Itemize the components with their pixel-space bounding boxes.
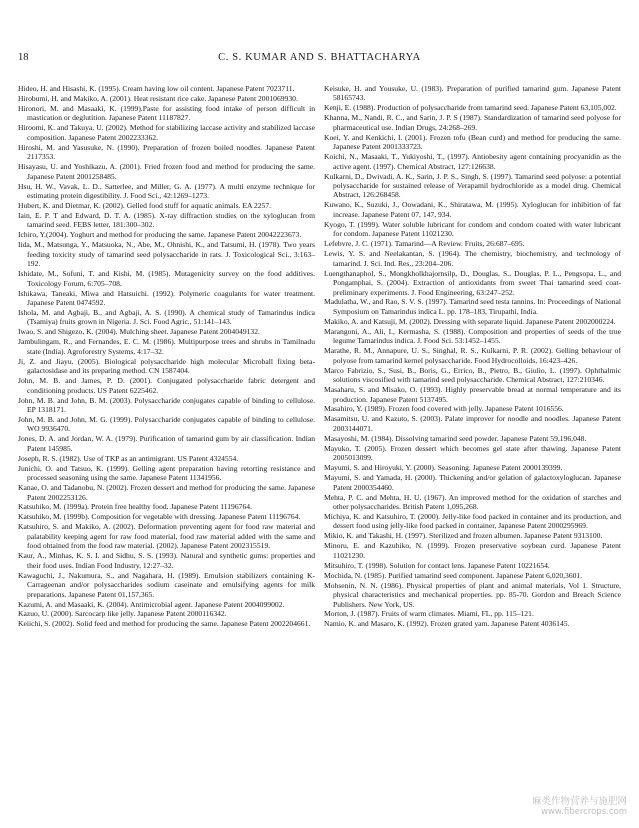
reference-entry: Hironori, M. and Masaaki, K. (1999).Paste for assisting food intake of person difficult in mastication or deglutition. Japanese Patent 11187827. xyxy=(18,103,315,123)
reference-entry: John, M. B. and James, P. D. (2001). Conjugated polysaccharide fabric detergent and conditioning products. US Patent 6225462. xyxy=(18,376,315,395)
reference-entry: Morton, J. (1987). Fruits of warm climates. Miami, FL, pp. 115–121. xyxy=(324,609,534,619)
reference-entry: Kazumi, A. and Masaaki, K. (2004). Antimicrobial agent. Japanese Patent 2004099002. xyxy=(18,599,285,609)
reference-entry: Mayumi, S. and Yamada, H. (2000). Thickening and/or gelation of galactoxyloglucan. Japanese Patent 2000354460. xyxy=(324,473,621,492)
reference-entry: Koei, Y. and Kenkichi, I. (2001). Frozen tofu (Bean curd) and method for producing the same. Japanese Patent 2001333723. xyxy=(324,132,621,152)
reference-entry: Ji, Z. and Jiayu. (2005). Biological polysaccharide high molecular Microball fixing beta- galactosidase and its preparing method. CN 1587404. xyxy=(18,356,315,376)
reference-entry: Hisayasu, U. and Yoshikazu, A. (2001). Fried frozen food and method for producing the same. Japanese Patent 2001258485. xyxy=(18,162,315,181)
reference-entry: Kanae, O. and Tadanobu, N. (2002). Frozen dessert and method for producing the same. Japanese Patent 2002253126. xyxy=(18,483,315,502)
reference-entry: Lewis, Y. S. and Neelakantan, S. (1964). The chemistry, biochemistry, and technology of tamarind. J. Sci. Ind. Res., 23:204–206. xyxy=(324,249,621,268)
reference-entry: Mochida, N. (1985). Purified tamarind seed component. Japanese Patent 6,020,3601. xyxy=(324,570,583,580)
reference-entry: Kawaguchi, J., Nakumura, S., and Nagahara, H. (1989). Emulsion stabilizers containing K-Carrageenan and/or polysaccharides sodium caseinate and emulsifying agents for milk preparations. Japanese Patent 01,157,365. xyxy=(18,570,315,599)
reference-entry: Ishola, M. and Agbaji, B., and Agbaji, A. S. (1990). A chemical study of Tamarindus indica (Tsamiya) fruits grown in Nigeria. J. Sci. Food Agric., 51:141–143. xyxy=(18,307,315,327)
reference-entry: Masayoshi, M. (1984). Dissolving tamarind seed powder. Japanese Patent 59,196,048. xyxy=(324,433,587,443)
reference-entry: Luengthanaphol, S., Mongkholkhajornsilp, D., Douglas, S., Douglas, P. L., Pengsopa, L., and Pongamphai, S. (2004). Extraction of antioxidants from sweet Thai tamarind seed coat-preliminary experiments. J. Food Engineering, 63:247–252. xyxy=(324,268,621,297)
reference-entry: Iain, E. P. T and Edward, D. T. A. (1985). X-ray diffraction studies on the xyloglucan from tamarind seed. FEBS letter, 181:300–302. xyxy=(18,210,315,230)
reference-entry: Mayumi, S. and Hiroyuki, Y. (2000). Seasoning. Japanese Patent 2000139399. xyxy=(324,463,563,473)
reference-entry: Kazuo, U. (2000). Sarcocarp like jelly. Japanese Patent 2000116342. xyxy=(18,609,227,619)
reference-entry: Hiroomi, K. and Takuya, U. (2002). Method for stabilizing laccase activity and stabilized laccase composition. Japanese Patent 2002233362. xyxy=(18,123,315,142)
reference-entry: Kyogo, T. (1999). Water soluble lubricant for condom and condom coated with water lubricant for condom. Japanese Patent 11021230. xyxy=(324,219,621,239)
reference-entry: Ishidate, M., Sofuni, T. and Kishi, M. (1985). Mutagenicity survey on the food additives. Toxicology Forum, 6:705–708. xyxy=(18,269,315,288)
reference-entry: Mitsuhiro, T. (1998). Solution for contact lens. Japanese Patent 10221654. xyxy=(324,560,550,570)
reference-entry: Katsuhiko, M. (1999b). Composition for vegetable with dressing. Japanese Patent 11196764. xyxy=(18,512,301,522)
watermark-url: www.fibercrops.com xyxy=(541,807,627,817)
reference-entry: Hubert, K. and Dietmar, K. (2002). Gelled food stuff for aquatic animals. EA 2257. xyxy=(18,200,272,210)
reference-entry: Madulatha, W., and Rao, S. V. S. (1997). Tamarind seed testa tannins. In: Proceedings of National Symposium on Tamarindus indica L. pp. 178–183, Tirupathi, India. xyxy=(324,297,621,316)
reference-entry: Kuwano, K., Suzuki, J., Oowadani, K., Shiratawa, M. (1995). Xyloglucan for inhibition of fat increase. Japanese Patent 07, 147, 934. xyxy=(324,200,621,219)
reference-entry: Michiya, K. and Katsuhiro, T. (2000). Jelly-like food packed in container and its production, and dessert food using jelly-like food packed in container, Japanese Patent 2000295969. xyxy=(324,511,621,531)
reference-entry: Mikio, K. and Takashi, H. (1997). Sterilized and frozen albumen. Japanese Patent 9313100. xyxy=(324,531,603,541)
right-reference-column xyxy=(324,84,621,800)
page-number: 18 xyxy=(18,52,29,63)
reference-entry: Minoru, E. and Kazuhiko, N. (1999). Frozen preservative soybean curd. Japanese Patent 11021230. xyxy=(324,541,621,560)
reference-entry: Kaur, A., Minhas, K. S. I. and Sidhu, S. S. (1993). Natural and synthetic gums: properties and their food uses. Indian Food Industry, 12:27–32. xyxy=(18,551,315,570)
page-header xyxy=(18,52,621,66)
reference-entry: Ishikawa, Taneaki, Miwa and Hatsuichi. (1992). Polymeric coagulants for water treatment. Japanese Patent 0474592. xyxy=(18,288,315,307)
reference-entry: John, M. B. and John, B. M. (2003). Polysaccharide conjugates capable of binding to cellulose. EP 1318171. xyxy=(18,395,315,414)
reference-entry: Lefebvre, J. C. (1971). Tamarind—A Review. Fruits, 26:687–695. xyxy=(324,239,525,249)
reference-entry: Namio, K. and Masaro, K. (1992). Frozen grated yam. Japanese Patent 4036145. xyxy=(324,619,570,629)
watermark xyxy=(532,796,627,818)
reference-entry: John, M. B. and John, M. G. (1999). Polysaccharide conjugates capable of binding to cellulose. WO 9936470. xyxy=(18,414,315,434)
reference-entry: Keisuke, H. and Yousuke, U. (1983). Preparation of purified tamarind gum. Japanese Patent 58165743. xyxy=(324,84,621,103)
reference-entry: Katsuhiro, S. and Makiko, A. (2002). Deformation preventing agent for food raw material and palatability keeping agent for raw food material, food raw material added with the same and food obtained from the food raw material. (2002). Japanese Patent 2002315519. xyxy=(18,522,315,551)
reference-entry: Marathe, R. M., Annapure, U. S., Singhal, R. S., Kulkarni, P. R. (2002). Gelling behaviour of polyose from tamarind kernel polysaccharide. Food Hydrocolloids, 16:423–426. xyxy=(324,346,621,365)
reference-entry: Hideo, H. and Hisashi, K. (1995). Cream having low oil content. Japanese Patent 7023711. xyxy=(18,84,295,93)
reference-entry: Mayuko, T. (2005). Frozen dessert which becomes gel state after thawing. Japanese Patent 2005013099. xyxy=(324,443,621,463)
left-reference-column xyxy=(18,84,315,800)
reference-entry: Ichiro, Y.(2004). Yoghurt and method for producing the same. Japanese Patent 20042223673. xyxy=(18,230,302,240)
reference-entry: Khanna, M., Nandi, R. C., and Sarin, J. P. S (1987). Standardization of tamarind seed polyose for pharmaceutical use. Indian Drugs, 24:268–269. xyxy=(324,113,621,132)
reference-entry: Jambulingam, R., and Fernandes, E. C. M. (1986). Multipurpose trees and shrubs in Tamilnadu state (India). Agroforestry Systems, 4:17–32. xyxy=(18,337,315,356)
reference-entry: Mehta, P. C. and Mehta, H. U. (1967). An improved method for the oxidation of starches and other polysaccharides. British Patent 1,095,268. xyxy=(324,492,621,511)
watermark-site-name: 麻类作物营养与施肥网 xyxy=(531,796,627,807)
reference-entry: Joseph, R. S. (1982). Use of TKP as an antimigrant. US Patent 4324554. xyxy=(18,453,239,463)
reference-entry: Hiroshi, M. and Yasusuke, N. (1990). Preparation of frozen boiled noodles. Japanese Patent 2117353. xyxy=(18,142,315,162)
reference-entry: Katsuhiko, M. (1999a). Protein free healthy food. Japanese Patent 11196764. xyxy=(18,502,252,512)
running-head: C. S. KUMAR AND S. BHATTACHARYA xyxy=(218,52,421,63)
reference-entry: Masamitsu, U. and Kazuto, S. (2003). Palate improver for noodle and noodles. Japanese Patent 2003144071. xyxy=(324,414,621,433)
reference-entry: Marco Fabrizio, S., Susi, B., Boris, G., Errico, B., Pietro, B., Giulio, L. (1997). Ophthalmic solutions viscosified with tamarind seed polysaccharide. Chemical Abstract, 127:210346. xyxy=(324,365,621,385)
reference-entry: Mohsenin, N. N. (1986). Physical properties of plant and animal materials, Vol 1. Structure, physical characteristics and mechanical properties. pp. 85-70. Gordon and Breach Science Publishers. New York, US. xyxy=(324,580,621,609)
reference-entry: Kenji, E. (1988). Production of polysaccharide from tamarind seed. Japanese Patent 63,105,002. xyxy=(324,103,617,113)
reference-columns xyxy=(18,84,621,800)
reference-entry: Masahiro, Y. (1989). Frozen food covered with jelly. Japanese Patent 1016556. xyxy=(324,404,564,414)
reference-entry: Jones, D. A. and Jordan, W. A. (1979). Purification of tamarind gum by air classification. Indian Patent 145985. xyxy=(18,434,315,453)
reference-entry: Junichi, O. and Tatsuo, K. (1999). Gelling agent preparation having retorting resistance and processed seasoning using the same. Japanese Patent 11341956. xyxy=(18,463,315,483)
reference-entry: Keiichi, S. (2002). Solid feed and method for producing the same. Japanese Patent 2002204661. xyxy=(18,619,311,629)
reference-entry: Makiko, A. and Katsuji, M. (2002). Dressing with separate liquid. Japanese Patent 2002000224. xyxy=(324,316,616,326)
reference-entry: Iwao, S. and Shigezo, K. (2004). Mulching sheet. Japanese Patent 2004049132. xyxy=(18,327,260,337)
reference-entry: Marangoni, A., Ali, I., Kermasha, S. (1988). Composition and properties of seeds of the true legume Tamarindus indica. J. Food Sci. 53:1452–1455. xyxy=(324,326,621,346)
reference-entry: Iida, M., Matsunga, Y., Matsuoka, N., Abe, M., Ohnishi, K., and Tatsumi, H. (1978). Two years feeding toxicity study of tamarind seed polysaccharide in rats. J. Toxicological Sci., 3:163–192. xyxy=(18,240,315,269)
reference-entry: Masaharu, S. and Misako, O. (1993). Highly preservable bread at normal temperature and its production. Japanese Patent 5137495. xyxy=(324,385,621,404)
reference-entry: Kulkarni, D., Dwivadi, A. K., Sarin, J. P. S., Singh, S. (1997). Tamarind seed polyose: a potential polysaccharide for sustained release of Verapamil hydrochloride as a model drug. Chemical Abstract, 126:268458. xyxy=(324,171,621,200)
reference-entry: Hirobumi, H. and Makiko, A. (2001). Heat resistant rice cake. Japanese Patent 2001069930. xyxy=(18,93,298,103)
reference-entry: Koichi, N., Masaaki, T., Yukiyoshi, T., (1997). Antiobesity agent containing procyanidin as the active agent. (1997). Chemical Abstract, 127:126638. xyxy=(324,152,621,171)
reference-entry: Hsu, H. W., Vavak, L. D., Satterlee, and Miller, G. A. (1977). A multi enzyme technique for estimating protein digestibility. J. Food Sci., 42:1269–1273. xyxy=(18,181,315,200)
